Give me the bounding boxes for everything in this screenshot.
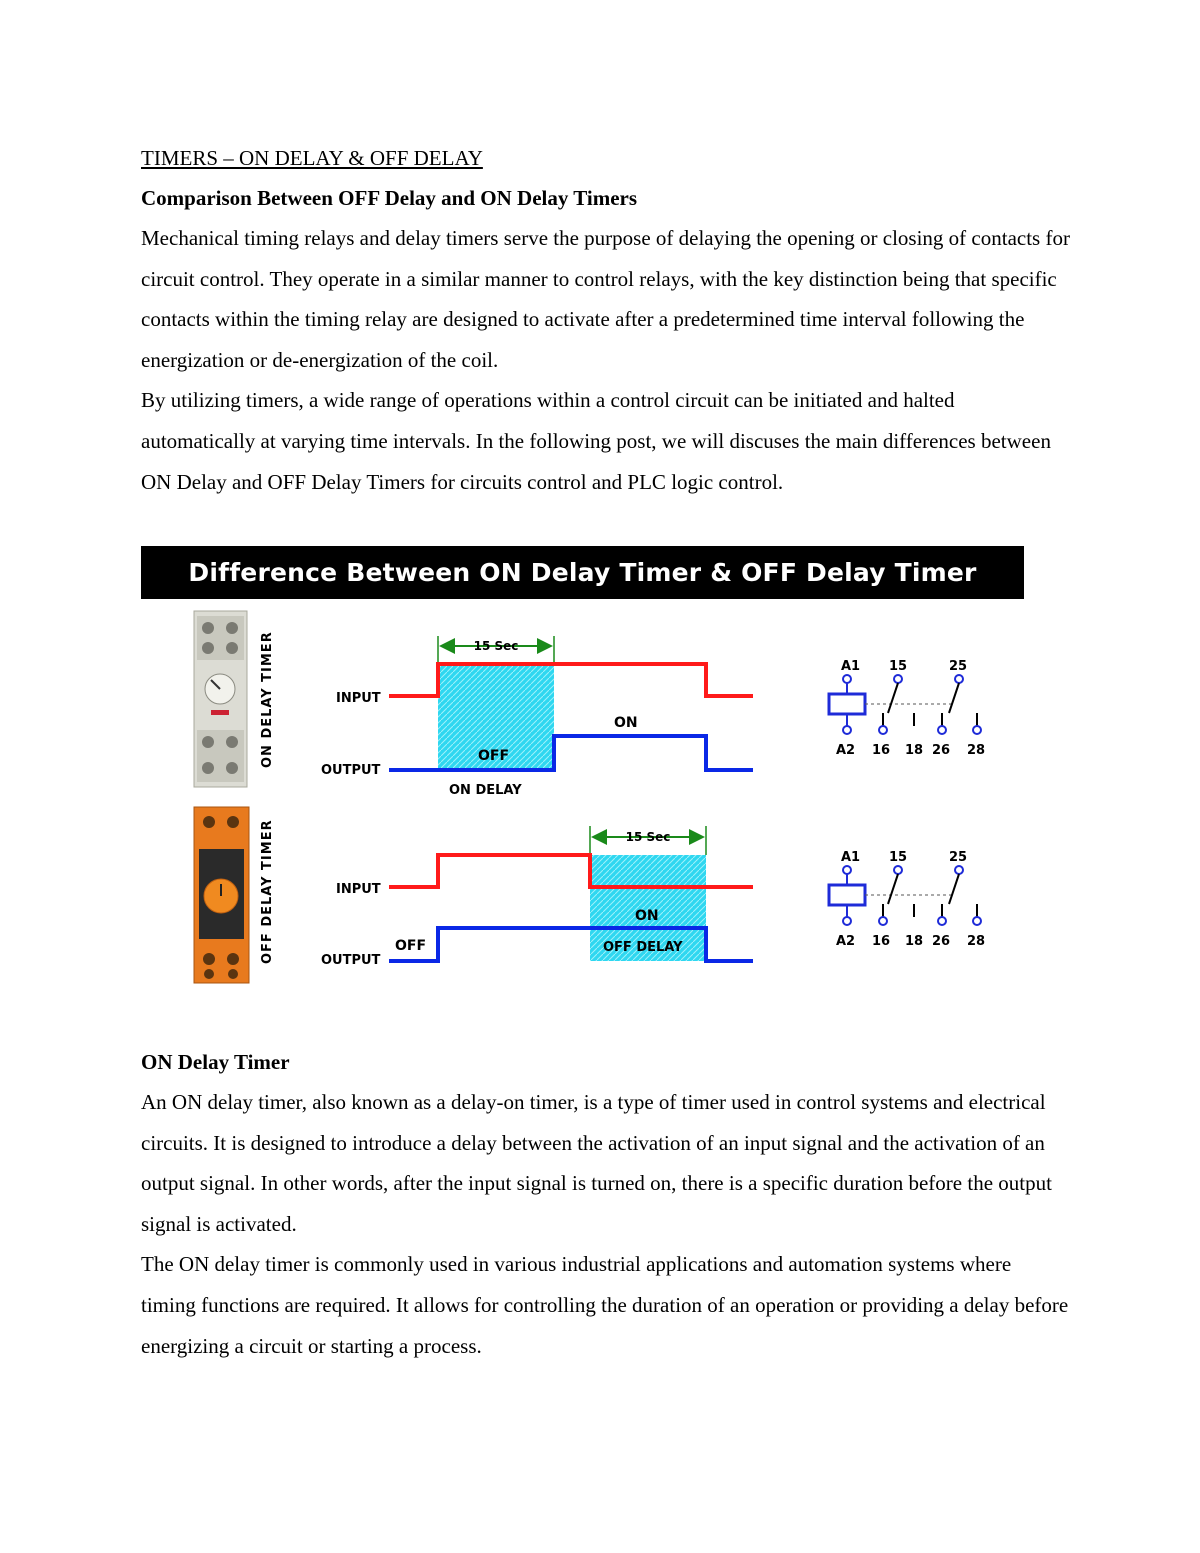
contact-a1-label: A1 xyxy=(841,850,861,865)
on-delay-device-label: ON DELAY TIMER xyxy=(260,631,275,768)
on-delay-caption: ON DELAY xyxy=(449,783,522,798)
contact-28-label: 28 xyxy=(967,934,986,949)
intro-paragraph-1: Mechanical timing relays and delay timers serve the purpose of delaying the opening or closing of contacts for circuit control. They operate in a similar manner to control relays, with the key distinction being that specific contacts within the timing relay are designed to activate after a predetermined time interval following the energization or de-energization of the coil. xyxy=(141,226,1070,372)
contact-a2-label: A2 xyxy=(836,934,856,949)
contact-26-label: 26 xyxy=(932,934,951,949)
off-delay-device-label: OFF DELAY TIMER xyxy=(260,819,275,964)
off-delay-duration: 15 Sec xyxy=(625,830,671,844)
document-title: TIMERS – ON DELAY & OFF DELAY xyxy=(141,146,483,170)
off-delay-off-state: OFF xyxy=(395,938,427,954)
contact-a1-label: A1 xyxy=(841,659,861,674)
off-delay-caption: OFF DELAY xyxy=(603,940,683,955)
section-heading: ON Delay Timer xyxy=(141,1050,290,1074)
off-delay-relay-contacts xyxy=(829,850,985,949)
contact-15-label: 15 xyxy=(889,850,908,865)
on-delay-duration: 15 Sec xyxy=(473,639,519,653)
section-paragraph-1: An ON delay timer, also known as a delay-on timer, is a type of timer used in control systems and electrical circuits. It is designed to introduce a delay between the activation of an input signal and the activation of an output signal. In other words, after the input signal is turned on, there is a specific duration before the output signal is activated. xyxy=(141,1090,1052,1236)
document-header xyxy=(141,138,1071,502)
off-delay-on-state: ON xyxy=(635,908,659,924)
contact-28-label: 28 xyxy=(967,743,986,758)
timer-diagram xyxy=(141,546,1025,986)
section-paragraph-2: The ON delay timer is commonly used in various industrial applications and automation systems where timing functions are required. It allows for controlling the duration of an operation or providing a delay before energizing a circuit or starting a process. xyxy=(141,1252,1069,1358)
on-delay-output-label: OUTPUT xyxy=(321,763,381,778)
figure-banner: Difference Between ON Delay Timer & OFF Delay Timer xyxy=(141,546,1024,599)
intro-paragraph-2: By utilizing timers, a wide range of operations within a control circuit can be initiated and halted automatically at varying time intervals. In the following post, we will discuses the main differences between ON Delay and OFF Delay Timers for circuits control and PLC logic control. xyxy=(141,388,1051,494)
timer-comparison-figure xyxy=(141,546,1025,986)
on-delay-off-state: OFF xyxy=(478,748,510,764)
off-delay-timer-device xyxy=(194,807,249,983)
off-delay-input-label: INPUT xyxy=(336,882,381,897)
on-delay-timing-chart xyxy=(321,636,753,798)
contact-25-label: 25 xyxy=(949,850,968,865)
document-subtitle: Comparison Between OFF Delay and ON Delay Timers xyxy=(141,186,638,210)
contact-16-label: 16 xyxy=(872,743,891,758)
on-delay-section xyxy=(141,1042,1071,1366)
relay-coil xyxy=(829,885,865,905)
on-delay-input-label: INPUT xyxy=(336,691,381,706)
contact-a2-label: A2 xyxy=(836,743,856,758)
off-delay-timing-chart xyxy=(321,826,753,968)
off-delay-output-label: OUTPUT xyxy=(321,953,381,968)
contact-25-label: 25 xyxy=(949,659,968,674)
contact-18-label: 18 xyxy=(905,743,924,758)
contact-15-label: 15 xyxy=(889,659,908,674)
contact-26-label: 26 xyxy=(932,743,951,758)
relay-coil xyxy=(829,694,865,714)
contact-18-label: 18 xyxy=(905,934,924,949)
on-delay-timer-device xyxy=(194,611,247,787)
on-delay-on-state: ON xyxy=(614,715,638,731)
on-delay-relay-contacts xyxy=(829,659,985,758)
contact-16-label: 16 xyxy=(872,934,891,949)
